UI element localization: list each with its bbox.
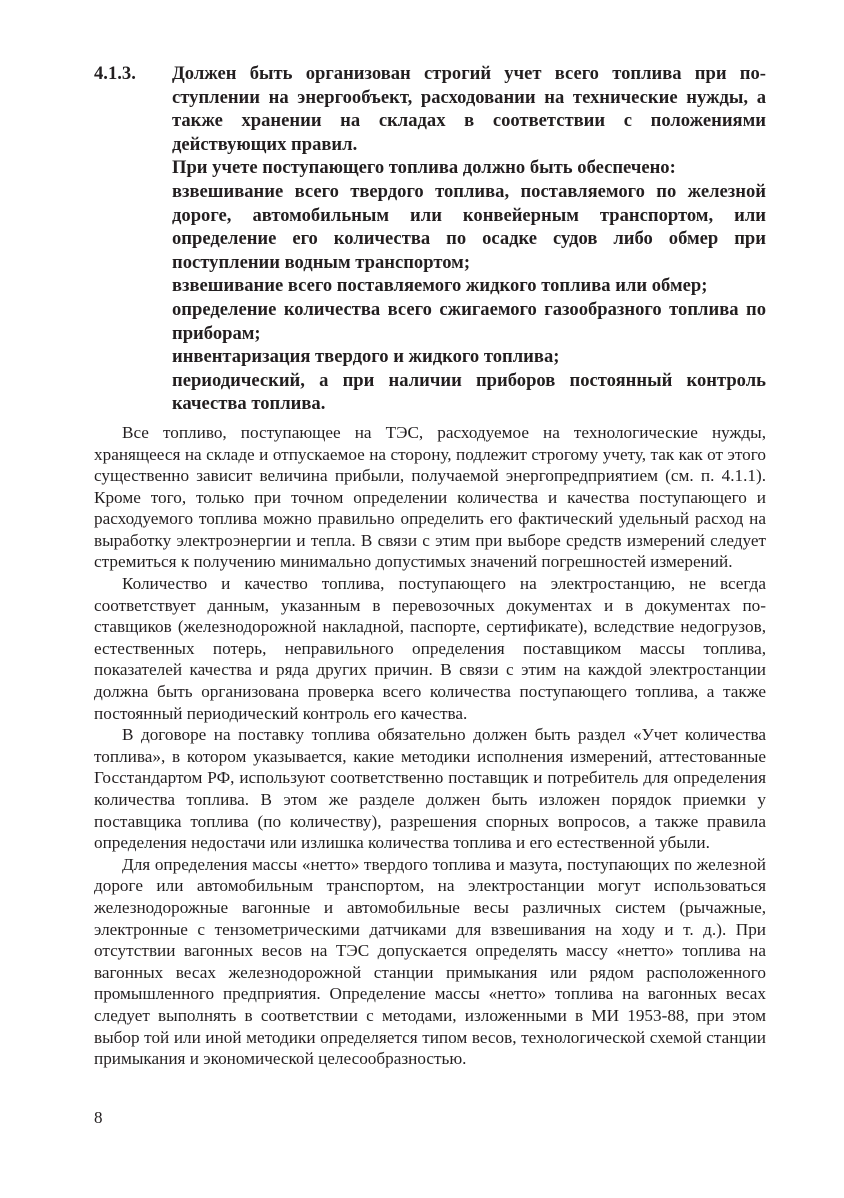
clause-body [172,62,766,416]
page-number: 8 [94,1108,103,1127]
clause-line: инвентаризация твердого и жидкого топлива; [172,346,560,368]
clause-4-1-3 [94,62,766,416]
clause-line: периодический, а при наличии приборов постоянный контроль качества топлива. [172,369,766,415]
clause-line: При учете поступающего топлива должно быть обеспечено: [172,157,676,179]
paragraph: Для определения массы «нетто» твердого топлива и мазута, поступающих по железной дороге или автомобильным транспортом, на электростанции могут использоваться железнодорожные вагонные и автомобильные весы различных систем (рычажные, электронные с тензометрическими датчиками для взвешивания на ходу и т. д.). При отсутствии вагонных весов на ТЭС допускается определять массу «нетто» топлива на вагонных весах железнодорожной станции примыкания или рядом расположенного промышленного предприятия. Определение массы «нетто» топлива на вагонных весах следует выполнять в соответствии с методами, изложенными в МИ 1953-88, при этом выбор той или иной методики определяется типом весов, технологической схемой станции примыкания и экономической целесообразностью. [94,854,766,1069]
body-text [94,422,766,1070]
paragraph: В договоре на поставку топлива обязательно должен быть раздел «Учет количества топлива», в котором указывается, какие методики исполнения измерений, аттестованные Госстандартом РФ, используют соответственно поставщик и потребитель для определения количества топлива. В этом же разделе должен быть изложен порядок приемки у поставщика топлива (по количеству), разрешения спорных вопросов, а также правила определения недостачи или излишка количества топлива и его естественной убыли. [94,725,766,853]
clause-line: Должен быть организован строгий учет всего топлива при поступлении на энергообъект, расходовании на технические нужды, а также хранении на складах в соответствии с положениями действующих правил. [172,63,766,155]
clause-line: определение количества всего сжигаемого газообразного топлива по приборам; [172,298,766,344]
page-content [94,62,766,1070]
clause-line: взвешивание всего твердого топлива, поставляемого по железной дороге, автомобильным или конвейерным транспортом, или определение его количества по осадке судов либо обмер при поступлении водным транспортом; [172,180,766,273]
paragraph: Количество и качество топлива, поступающего на электростанцию, не всегда соответствует данным, указанным в перевозочных документах и в документах поставщиков (железнодорожной накладной, паспорте, сертификате), вследствие недогрузов, естественных потерь, неправильного определения поставщиком массы топлива, показателей качества и ряда других причин. В связи с этим на каждой электростанции должна быть организована проверка всего количества поступающего топлива, а также постоянный периодический контроль его качества. [94,574,766,723]
clause-number: 4.1.3. [94,63,136,84]
paragraph: Все топливо, поступающее на ТЭС, расходуемое на технологические нужды, хранящееся на складе и отпускаемое на сторону, подлежит строгому учету, так как от этого существенно зависит величина прибыли, получаемой энергопредприятием (см. п. 4.1.1). Кроме того, только при точном определении количества и качества поступающего и расходуемого топлива можно правильно определить его фактический удельный расход на выработку электроэнергии и тепла. В связи с этим при выборе средств измерений следует стремиться к получению минимально допустимых значений погрешностей измерений. [94,422,766,572]
clause-line: взвешивание всего поставляемого жидкого топлива или обмер; [172,275,708,297]
